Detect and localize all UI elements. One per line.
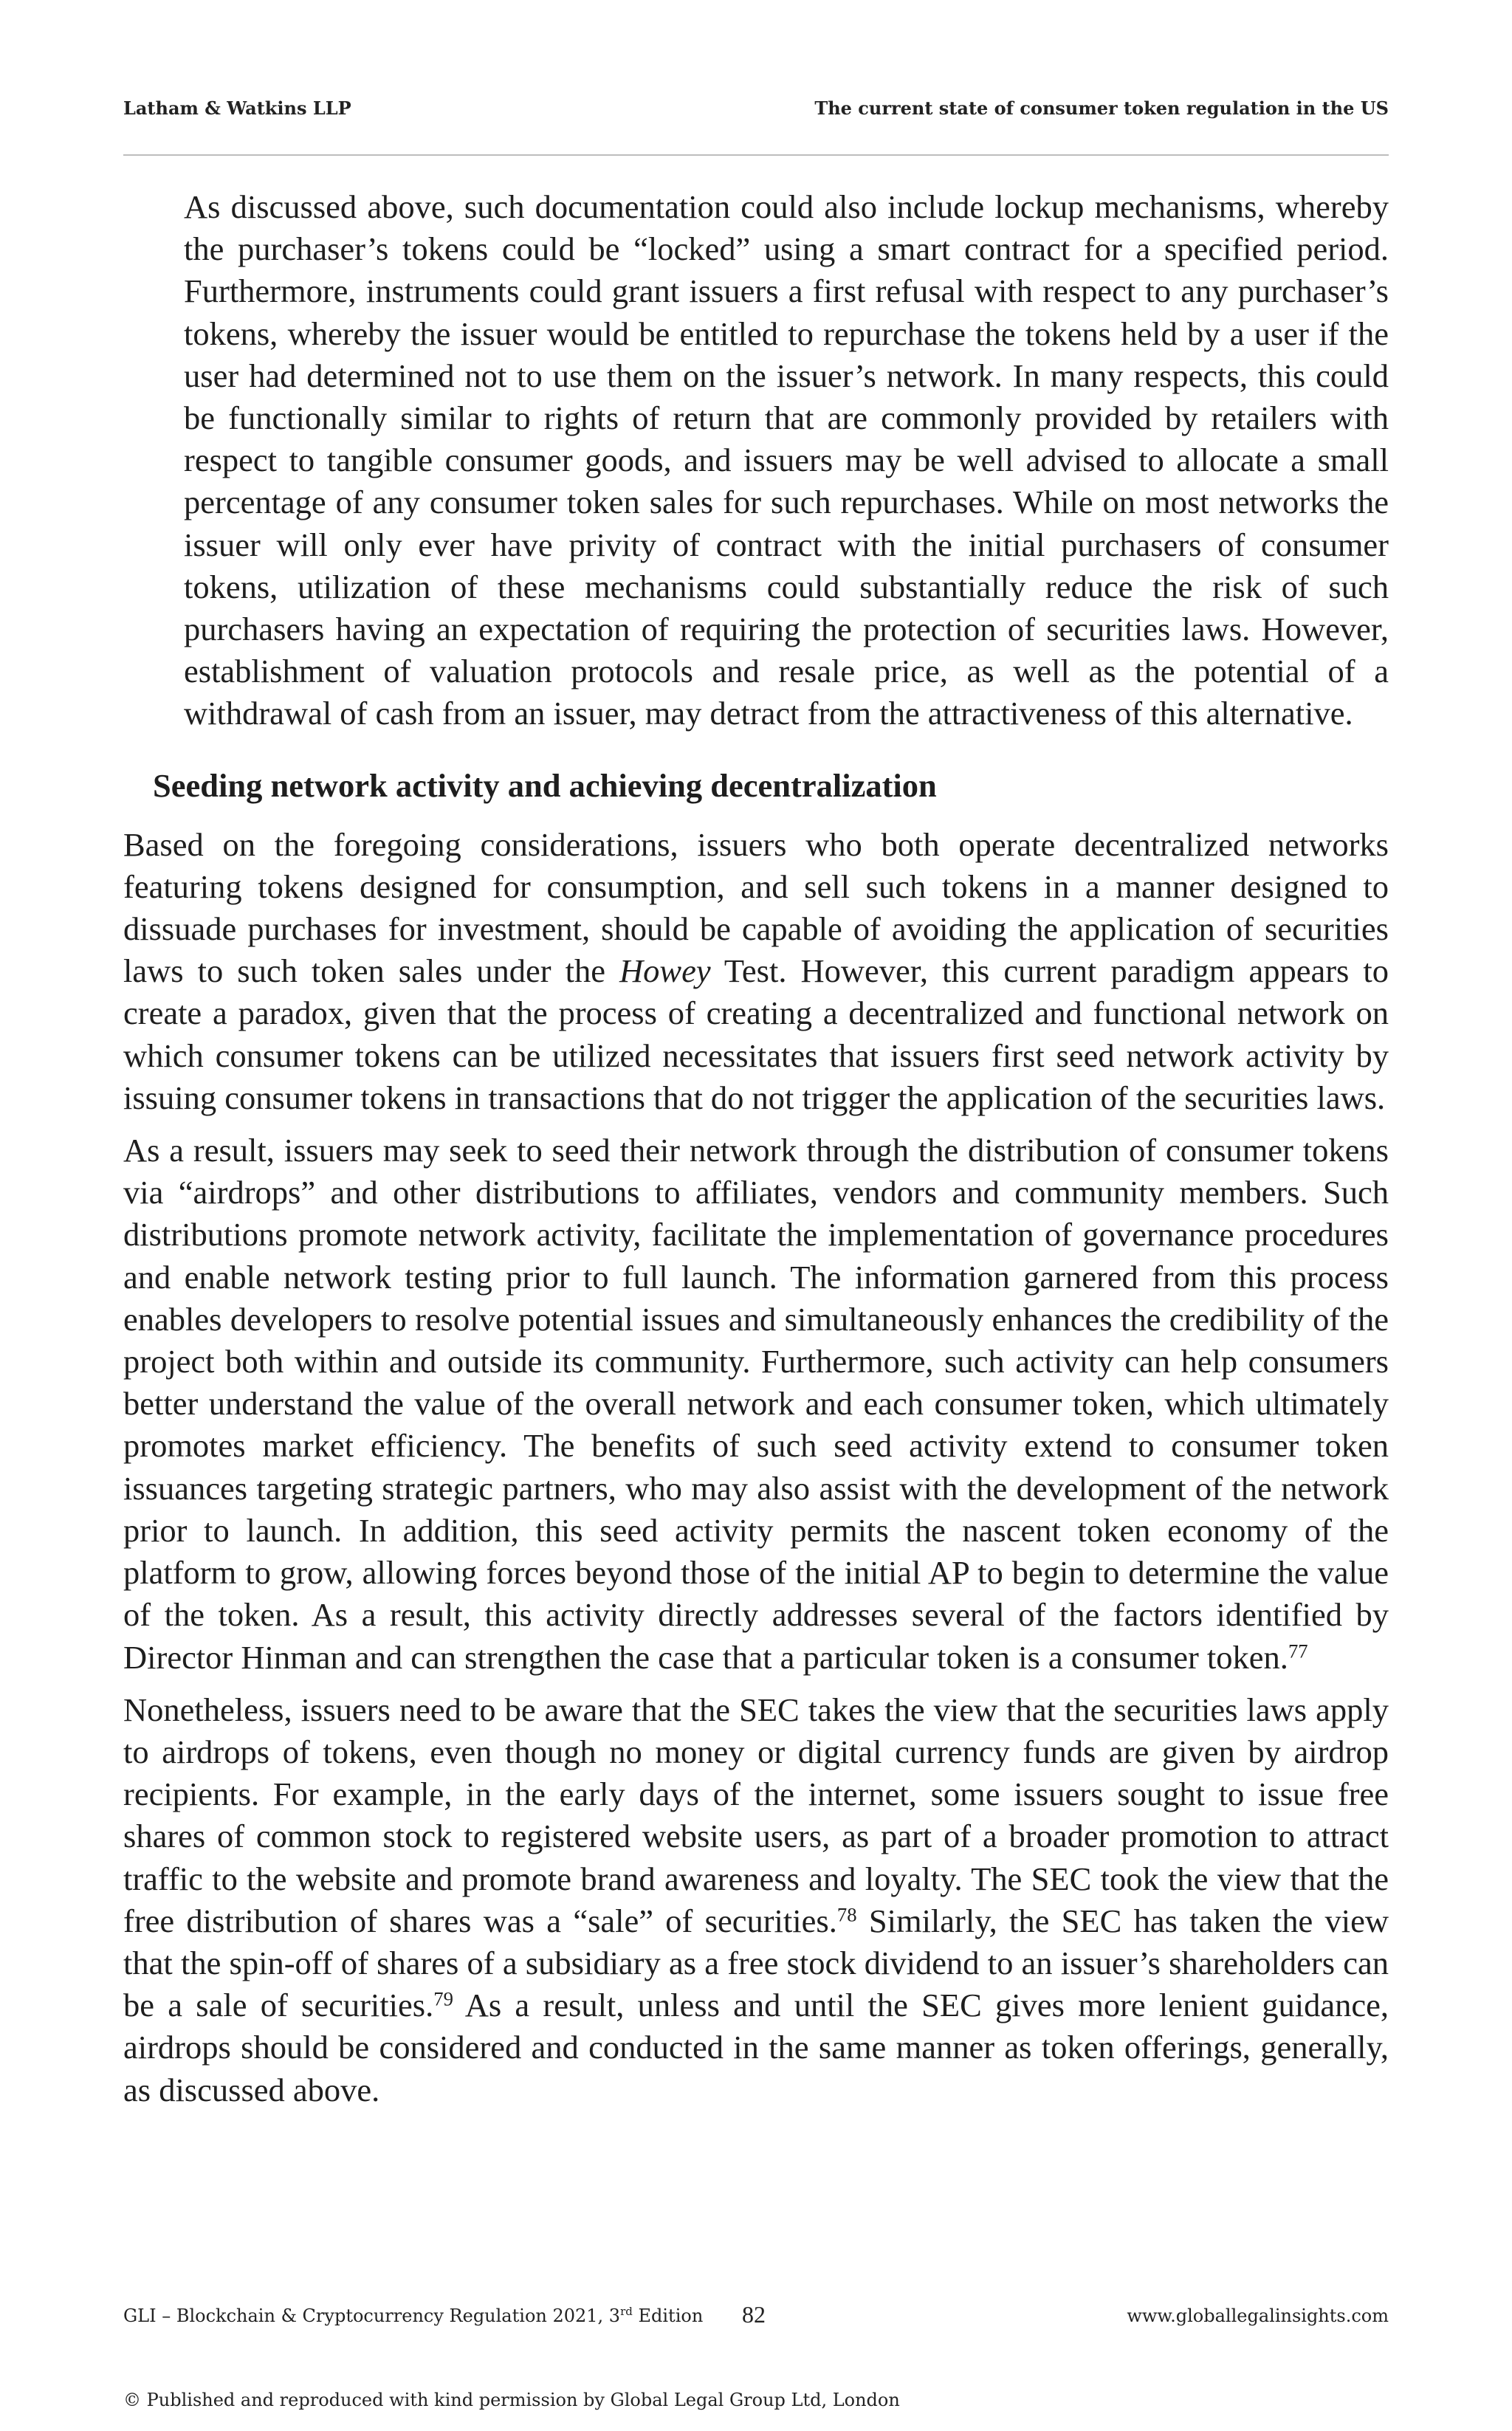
body-text [123, 186, 1389, 2122]
copyright-notice: © Published and reproduced with kind permission by Global Legal Group Ltd, London [123, 2390, 900, 2410]
paragraph-3-text-c: As a result, unless and until the SEC gives more lenient guidance, airdrops should be considered and conducted in the same manner as token offerings, generally, as discussed above. [123, 1987, 1389, 2108]
footer-edition-suffix: Edition [632, 2306, 704, 2326]
page-number: 82 [742, 2301, 766, 2328]
paragraph-1-text-b: Test. However, this current paradigm appears to create a paradox, given that the process of creating a decentralized and functional network on which consumer tokens can be utilized necessitates that issuers first seed network activity by issuing consumer tokens in transactions that do not trigger the application of the securities laws. [123, 952, 1389, 1116]
footnote-ref-78[interactable]: 78 [836, 1903, 857, 1926]
footnote-ref-77[interactable]: 77 [1288, 1639, 1308, 1662]
paragraph-1 [123, 824, 1389, 1119]
paragraph-2 [123, 1129, 1389, 1679]
header-chapter-title: The current state of consumer token regulation in the US [814, 97, 1389, 119]
footer-edition-sup: rd [620, 2305, 633, 2318]
header-divider [123, 154, 1389, 156]
paragraph-1-text-a: Based on the foregoing considerations, issuers who both operate decentralized networks featuring tokens designed for consumption, and sell such tokens in a manner designed to dissuade purchases for investment, should be capable of avoiding the application of securities laws to such token sales under the [123, 825, 1389, 990]
footer-website-link[interactable]: www.globallegalinsights.com [1127, 2306, 1389, 2326]
paragraph-3-text-a: Nonetheless, issuers need to be aware that the SEC takes the view that the securities laws apply to airdrops of tokens, even though no money or digital currency funds are given by airdrop recipients. For example, in the early days of the internet, some issuers sought to issue free shares of common stock to registered website users, as part of a broader promotion to attract traffic to the website and promote brand awareness and loyalty. The SEC took the view that the free distribution of shares was a “sale” of securities. [123, 1691, 1389, 1939]
section-heading: Seeding network activity and achieving decentralization [153, 766, 937, 804]
paragraph-3 [123, 1689, 1389, 2111]
paragraph-2-text: As a result, issuers may seek to seed their network through the distribution of consumer tokens via “airdrops” and other distributions to affiliates, vendors and community members. Such distributions promote network activity, facilitate the implementation of governance procedures and enable network testing prior to full launch. The information garnered from this process enables developers to resolve potential issues and simultaneously enhances the credibility of the project both within and outside its community. Furthermore, such activity can help consumers better understand the value of the overall network and each consumer token, which ultimately promotes market efficiency. The benefits of such seed activity extend to consumer token issuances targeting strategic partners, who may also assist with the development of the network prior to launch. In addition, this seed activity permits the nascent token economy of the platform to grow, allowing forces beyond those of the initial AP to begin to determine the value of the token. As a result, this activity directly addresses several of the factors identified by Director Hinman and can strengthen the case that a particular token is a consumer token. [123, 1132, 1389, 1676]
footer-publication [123, 2306, 703, 2326]
paragraph-3-text-b: Similarly, the SEC has taken the view that the spin-off of shares of a subsidiary as a free stock dividend to an issuer’s shareholders can be a sale of securities. [123, 1902, 1389, 2024]
footer-publication-title: GLI – Blockchain & Cryptocurrency Regulation 2021, 3 [123, 2306, 621, 2326]
header-firm-name: Latham & Watkins LLP [123, 97, 351, 119]
footnote-ref-79[interactable]: 79 [433, 1987, 453, 2010]
running-header [123, 97, 1389, 119]
intro-paragraph: As discussed above, such documentation could also include lockup mechanisms, whereby the purchaser’s tokens could be “locked” using a smart contract for a specified period. Furthermore, instruments could grant issuers a first refusal with respect to any purchaser’s tokens, whereby the issuer would be entitled to repurchase the tokens held by a user if the user had determined not to use them on the issuer’s network. In many respects, this could be functionally similar to rights of return that are commonly provided by retailers with respect to tangible consumer goods, and issuers may be well advised to allocate a small percentage of any consumer token sales for such repurchases. While on most networks the issuer will only ever have privity of contract with the initial purchasers of consumer tokens, utilization of these mechanisms could substantially reduce the risk of such purchasers having an expectation of requiring the protection of securities laws. However, establishment of valuation protocols and resale price, as well as the potential of a withdrawal of cash from an issuer, may detract from the attractiveness of this alternative. [184, 188, 1389, 732]
howey-italic: Howey [619, 952, 711, 990]
page-footer [123, 2301, 1389, 2331]
